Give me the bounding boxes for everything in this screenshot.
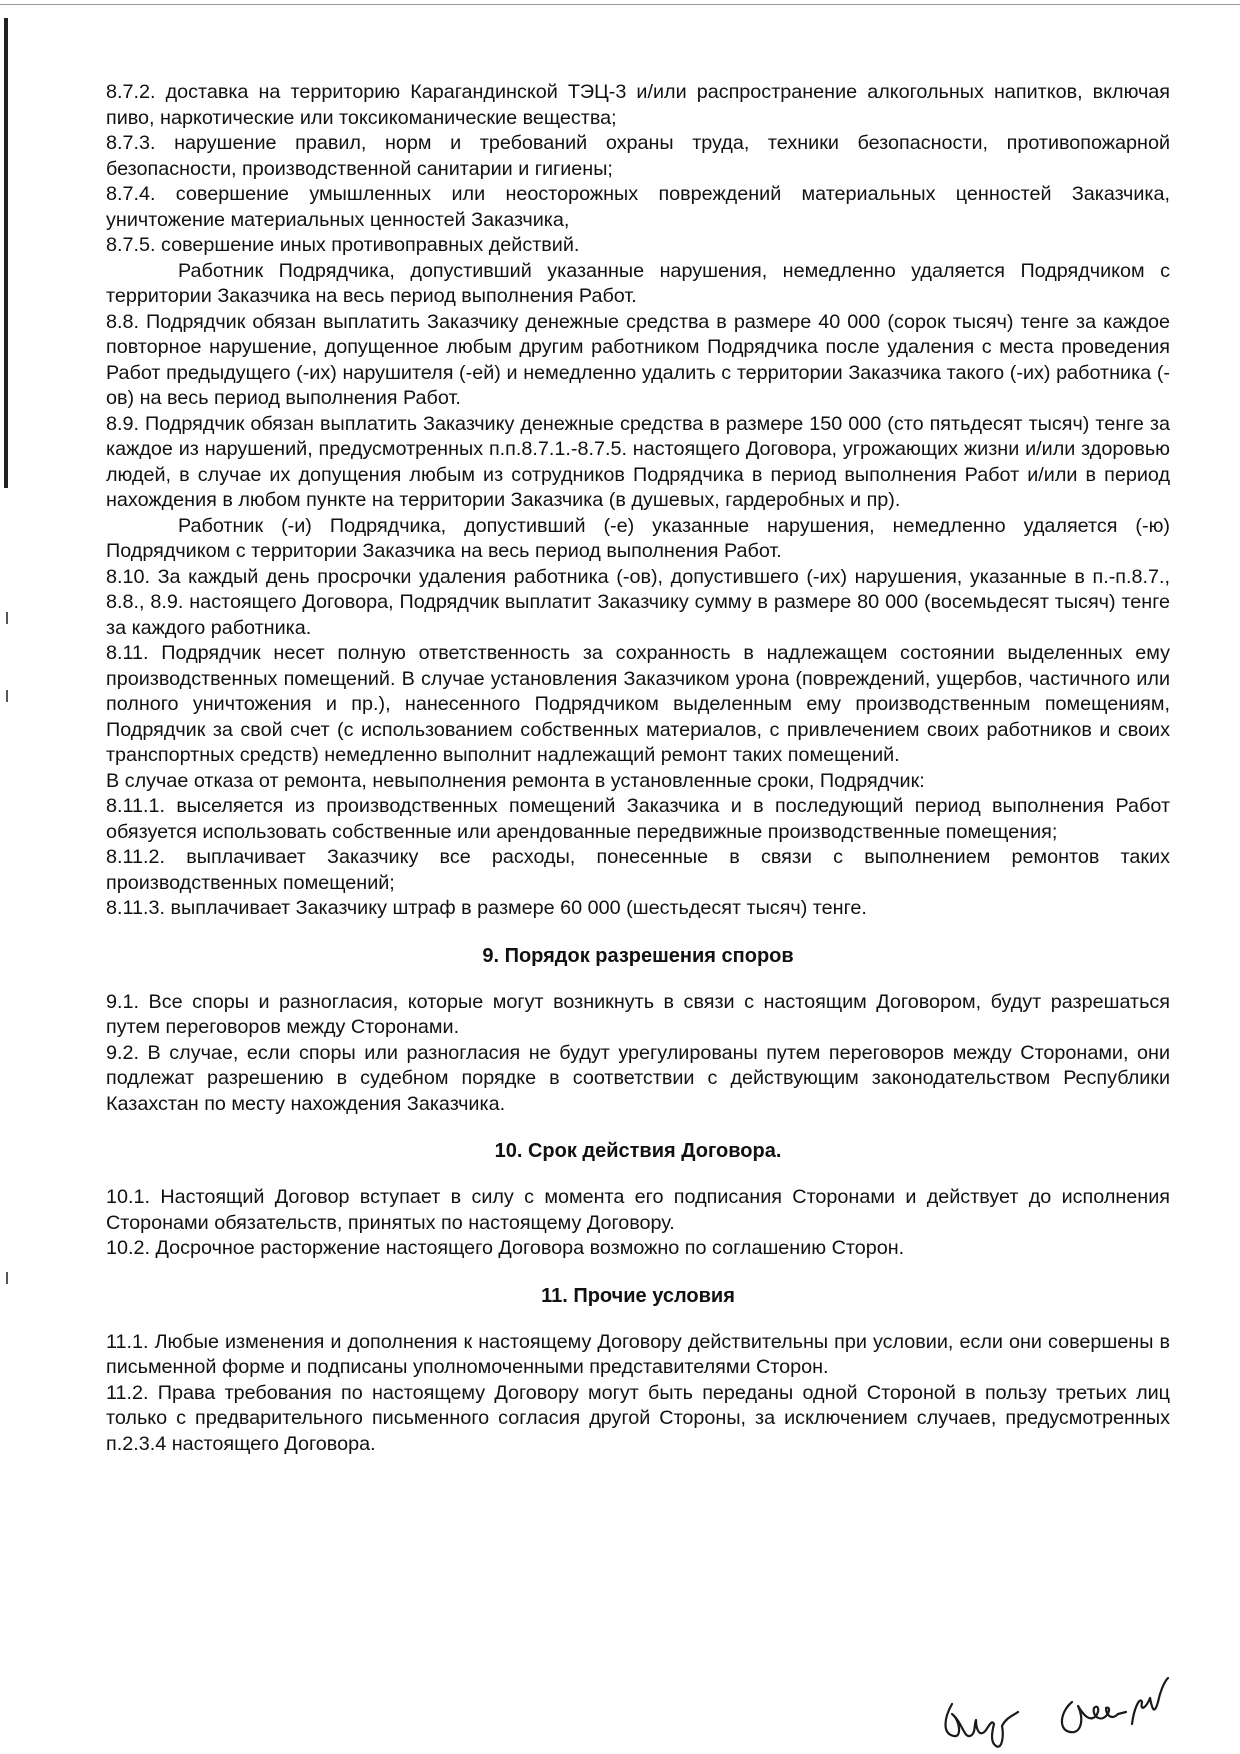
scan-left-edge [4, 18, 8, 488]
signature-2-icon [1054, 1672, 1174, 1742]
clause-8-7-3: 8.7.3. нарушение правил, норм и требований охраны труда, техники безопасности, противопожарной безопасности, производственной санитарии и гигиены; [106, 132, 1170, 180]
section-9-heading: 9. Порядок разрешения споров [482, 944, 794, 967]
clause-8-7-4: 8.7.4. совершение умышленных или неосторожных повреждений материальных ценностей Заказчика, уничтожение материальных ценностей Заказчика, [106, 183, 1170, 231]
clause-8-11: 8.11. Подрядчик несет полную ответственность за сохранность в надлежащем состоянии выделенных ему производственных помещений. В случае установления Заказчиком урона (повреждений, ущербов, частичного или полного уничтожения и пр.), нанесенного Подрядчиком выделенным ему производственным помещениям, Подрядчик за свой счет (с использованием собственных материалов, с привлечением своих работников и своих транспортных средств) немедленно выполнит надлежащий ремонт таких помещений. [106, 642, 1170, 766]
clause-8-11-3: 8.11.3. выплачивает Заказчику штраф в размере 60 000 (шестьдесят тысяч) тенге. [106, 897, 867, 919]
section-10-heading: 10. Срок действия Договора. [494, 1140, 782, 1162]
clause-8-10: 8.10. За каждый день просрочки удаления работника (-ов), допустившего (-их) нарушения, указанные в п.-п.8.7., 8.8., 8.9. настоящего Договора, Подрядчик выплатит Заказчику сумму в размере 80 000 (восемьдесят тысяч) тенге за каждого работника. [106, 565, 1170, 639]
scan-mark [6, 612, 8, 624]
scan-top-edge [0, 4, 1240, 5]
clause-10-1: 10.1. Настоящий Договор вступает в силу с момента его подписания Сторонами и действует до исполнения Сторонами обязательств, принятых по настоящему Договору. [106, 1186, 1170, 1234]
clause-8-11-2: 8.11.2. выплачивает Заказчику все расходы, понесенные в связи с выполнением ремонтов таких производственных помещений; [106, 846, 1170, 894]
signature-1-icon [938, 1690, 1028, 1752]
clause-10-2: 10.2. Досрочное расторжение настоящего Договора возможно по соглашению Сторон. [106, 1237, 905, 1259]
scan-mark [6, 690, 8, 702]
section-11-heading: 11. Прочие условия [541, 1284, 735, 1307]
document-body [106, 80, 1170, 1457]
clause-8-7-note: Работник Подрядчика, допустивший указанные нарушения, немедленно удаляется Подрядчиком с территории Заказчика на весь период выполнения Работ. [106, 259, 1170, 307]
clause-11-2: 11.2. Права требования по настоящему Договору могут быть переданы одной Стороной в пользу третьих лиц только с предварительного письменного согласия другой Стороны, за исключением случаев, предусмотренных п.2.3.4 настоящего Договора. [106, 1381, 1170, 1455]
clause-8-9: 8.9. Подрядчик обязан выплатить Заказчику денежные средства в размере 150 000 (сто пятьдесят тысяч) тенге за каждое из нарушений, предусмотренных п.п.8.7.1.-8.7.5. настоящего Договора, угрожающих жизни и/или здоровью людей, в случае их допущения любым из сотрудников Подрядчика в период выполнения Работ и/или в период нахождения в любом пункте на территории Заказчика (в душевых, гардеробных и пр). [106, 412, 1170, 511]
clause-8-9-note: Работник (-и) Подрядчика, допустивший (-е) указанные нарушения, немедленно удаляется (-ю) Подрядчиком с территории Заказчика на весь период выполнения Работ. [106, 514, 1170, 562]
clause-8-7-5: 8.7.5. совершение иных противоправных действий. [106, 234, 580, 256]
clause-11-1: 11.1. Любые изменения и дополнения к настоящему Договору действительны при условии, если они совершены в письменной форме и подписаны уполномоченными представителями Сторон. [106, 1330, 1170, 1378]
clause-8-7-2: 8.7.2. доставка на территорию Карагандинской ТЭЦ-3 и/или распространение алкогольных напитков, включая пиво, наркотические или токсикоманические вещества; [106, 81, 1170, 129]
scan-mark [6, 1272, 8, 1284]
clause-9-1: 9.1. Все споры и разногласия, которые могут возникнуть в связи с настоящим Договором, будут разрешаться путем переговоров между Сторонами. [106, 990, 1170, 1038]
clause-8-11-intro: В случае отказа от ремонта, невыполнения ремонта в установленные сроки, Подрядчик: [106, 769, 925, 792]
clause-8-8: 8.8. Подрядчик обязан выплатить Заказчику денежные средства в размере 40 000 (сорок тысяч) тенге за каждое повторное нарушение, допущенное любым другим работником Подрядчика после удаления с места проведения Работ предыдущего (-их) нарушителя (-ей) и немедленно удалить с территории Заказчика такого (-их) работника (-ов) на весь период выполнения Работ. [106, 310, 1170, 409]
clause-8-11-1: 8.11.1. выселяется из производственных помещений Заказчика и в последующий период выполнения Работ обязуется использовать собственные или арендованные передвижные производственные помещения; [106, 795, 1170, 843]
clause-9-2: 9.2. В случае, если споры или разногласия не будут урегулированы путем переговоров между Сторонами, они подлежат разрешению в судебном порядке в соответствии с действующим законодательством Республики Казахстан по месту нахождения Заказчика. [106, 1041, 1170, 1115]
